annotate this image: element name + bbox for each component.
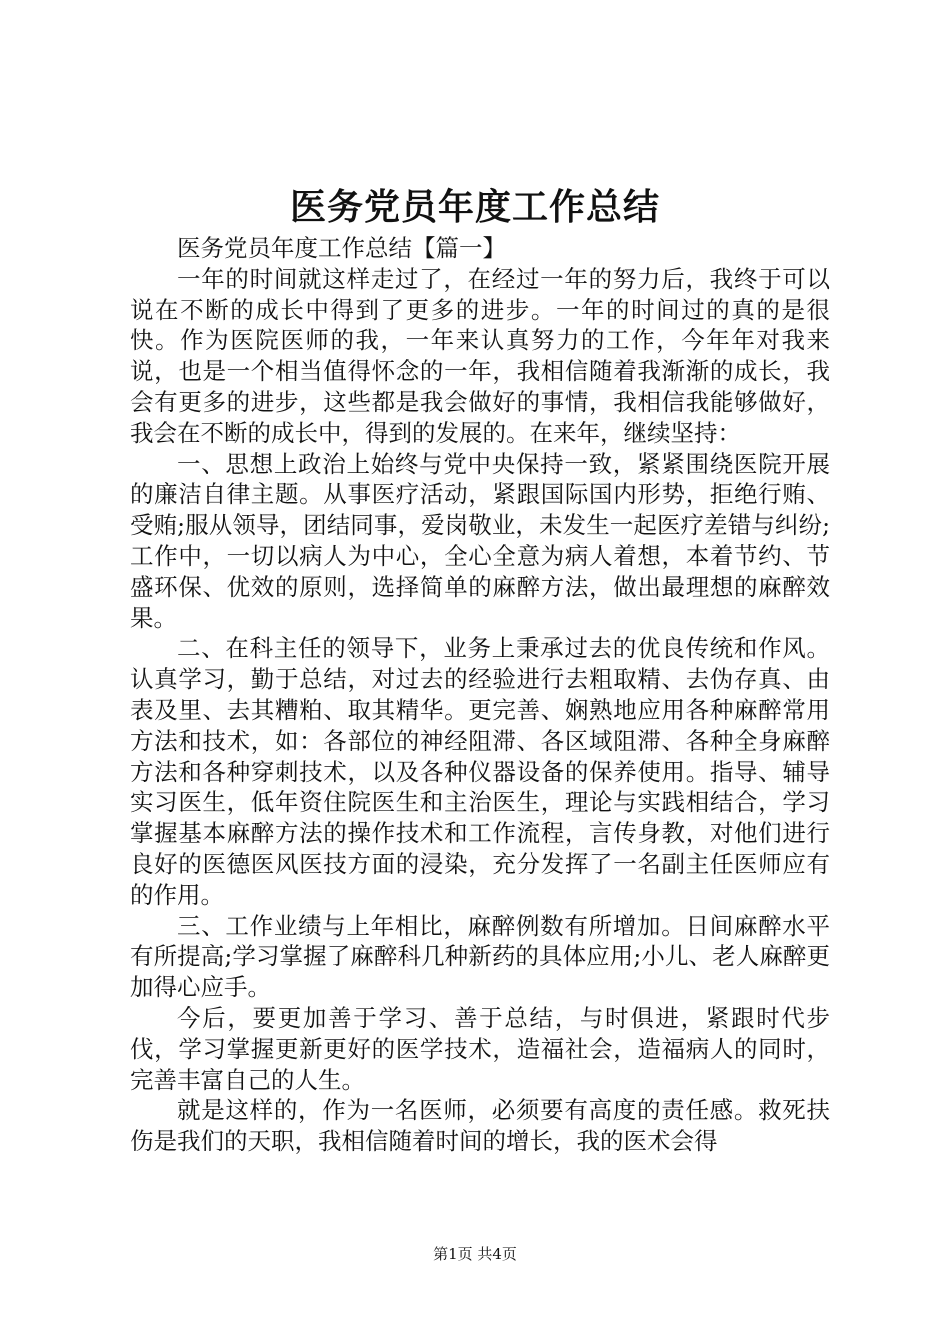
page-number-footer: 第1页 共4页 — [433, 1245, 517, 1263]
document-body — [130, 233, 830, 1157]
paragraph-conclusion: 就是这样的，作为一名医师，必须要有高度的责任感。救死扶伤是我们的天职，我相信随着时间的增长，我的医术会得 — [130, 1096, 830, 1156]
paragraph-point-one: 一、思想上政治上始终与党中央保持一致，紧紧围绕医院开展的廉洁自律主题。从事医疗活动，紧跟国际国内形势，拒绝行贿、受贿;服从领导，团结同事，爱岗敬业，未发生一起医疗差错与纠纷;工作中，一切以病人为中心，全心全意为病人着想，本着节约、节盛环保、优效的原则，选择简单的麻醉方法，做出最理想的麻醉效果。 — [130, 449, 830, 632]
paragraph-point-two: 二、在科主任的领导下，业务上秉承过去的优良传统和作风。认真学习，勤于总结，对过去的经验进行去粗取精、去伪存真、由表及里、去其糟粕、取其精华。更完善、娴熟地应用各种麻醉常用方法和技术，如：各部位的神经阻滞、各区域阻滞、各种全身麻醉方法和各种穿刺技术，以及各种仪器设备的保养使用。指导、辅导实习医生，低年资住院医生和主治医生，理论与实践相结合，学习掌握基本麻醉方法的操作技术和工作流程，言传身教，对他们进行良好的医德医风医技方面的浸染，充分发挥了一名副主任医师应有的作用。 — [130, 634, 830, 909]
paragraph-future: 今后，要更加善于学习、善于总结，与时俱进，紧跟时代步伐，学习掌握更新更好的医学技术，造福社会，造福病人的同时，完善丰富自己的人生。 — [130, 1003, 830, 1094]
paragraph-point-three: 三、工作业绩与上年相比，麻醉例数有所增加。日间麻醉水平有所提高;学习掌握了麻醉科几种新药的具体应用;小儿、老人麻醉更加得心应手。 — [130, 911, 830, 1002]
document-title: 医务党员年度工作总结 — [289, 186, 660, 228]
paragraph-section-heading: 医务党员年度工作总结【篇一】 — [177, 234, 506, 262]
paragraph-intro: 一年的时间就这样走过了，在经过一年的努力后，我终于可以说在不断的成长中得到了更多的进步。一年的时间过的真的是很快。作为医院医师的我，一年来认真努力的工作，今年年对我来说，也是一个相当值得怀念的一年，我相信随着我渐渐的成长，我会有更多的进步，这些都是我会做好的事情，我相信我能够做好，我会在不断的成长中，得到的发展的。在来年，继续坚持： — [130, 264, 830, 447]
